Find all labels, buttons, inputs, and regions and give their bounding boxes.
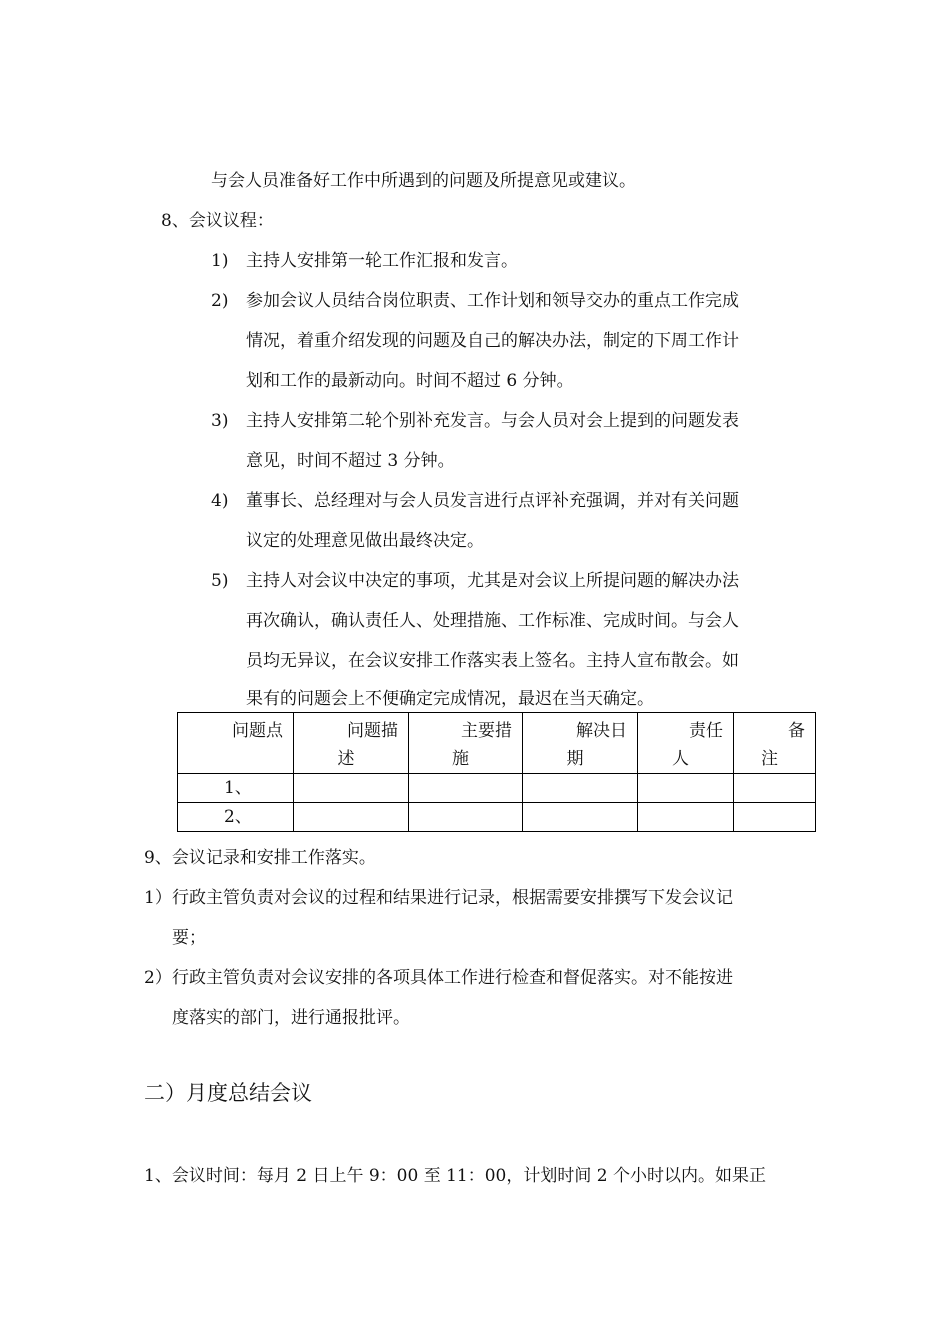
table-cell — [734, 774, 816, 803]
agenda-item-2-line-3: 划和工作的最新动向。时间不超过 6 分钟。 — [246, 371, 574, 391]
section9-title: 9、会议记录和安排工作落实。 — [144, 848, 376, 868]
agenda-item-2-number: 2) — [211, 291, 229, 311]
monthly-meeting-time-line: 1、会议时间：每月 2 日上午 9：00 至 11：00，计划时间 2 个小时以内。如果正 — [144, 1166, 766, 1186]
table-cell — [294, 803, 409, 832]
table-cell: 2、 — [178, 803, 294, 832]
record-item-1-number: 1） — [144, 888, 172, 908]
work-implementation-table — [177, 712, 816, 832]
agenda-item-2-line-2: 情况，着重介绍发现的问题及自己的解决办法，制定的下周工作计 — [246, 331, 739, 351]
agenda-item-5-line-1: 主持人对会议中决定的事项，尤其是对会议上所提问题的解决办法 — [246, 571, 739, 591]
header-cell-description: 问题描 述 — [294, 713, 409, 774]
record-item-2-number: 2） — [144, 968, 172, 988]
agenda-item-3-line-1: 主持人安排第二轮个别补充发言。与会人员对会上提到的问题发表 — [246, 411, 739, 431]
agenda-item-3-number: 3) — [211, 411, 229, 431]
agenda-item-5-line-4: 果有的问题会上不便确定完成情况，最迟在当天确定。 — [246, 689, 654, 709]
intro-line: 与会人员准备好工作中所遇到的问题及所提意见或建议。 — [211, 171, 636, 191]
table-cell — [409, 803, 523, 832]
table-cell — [734, 803, 816, 832]
table-cell — [523, 774, 638, 803]
table-cell — [409, 774, 523, 803]
agenda-item-1-number: 1) — [211, 251, 229, 271]
agenda-item-5-line-3: 员均无异议，在会议安排工作落实表上签名。主持人宣布散会。如 — [246, 651, 739, 671]
table-cell — [294, 774, 409, 803]
record-item-2-line-2: 度落实的部门，进行通报批评。 — [172, 1008, 410, 1028]
header-cell-measures: 主要措 施 — [409, 713, 523, 774]
agenda-item-5-number: 5) — [211, 571, 229, 591]
record-item-1-line-2: 要； — [172, 928, 206, 948]
table-row — [178, 803, 816, 832]
table-cell — [638, 774, 734, 803]
table-cell: 1、 — [178, 774, 294, 803]
table-cell — [523, 803, 638, 832]
section8-title: 8、会议议程： — [161, 211, 274, 231]
agenda-item-3-line-2: 意见，时间不超过 3 分钟。 — [246, 451, 455, 471]
table-row — [178, 774, 816, 803]
agenda-item-1-line-1: 主持人安排第一轮工作汇报和发言。 — [246, 251, 518, 271]
agenda-item-4-line-2: 议定的处理意见做出最终决定。 — [246, 531, 484, 551]
record-item-2-line-1: 行政主管负责对会议安排的各项具体工作进行检查和督促落实。对不能按进 — [172, 968, 733, 988]
table-cell — [638, 803, 734, 832]
record-item-1-line-1: 行政主管负责对会议的过程和结果进行记录，根据需要安排撰写下发会议记 — [172, 888, 733, 908]
header-cell-remarks: 备 注 — [734, 713, 816, 774]
header-cell-problem: 问题点 — [178, 713, 294, 774]
header-cell-owner: 责任 人 — [638, 713, 734, 774]
agenda-item-2-line-1: 参加会议人员结合岗位职责、工作计划和领导交办的重点工作完成 — [246, 291, 739, 311]
agenda-item-4-number: 4) — [211, 491, 229, 511]
agenda-item-4-line-1: 董事长、总经理对与会人员发言进行点评补充强调，并对有关问题 — [246, 491, 739, 511]
table-header-row — [178, 713, 816, 774]
monthly-meeting-heading: 二）月度总结会议 — [144, 1081, 312, 1105]
header-cell-date: 解决日 期 — [523, 713, 638, 774]
agenda-item-5-line-2: 再次确认，确认责任人、处理措施、工作标准、完成时间。与会人 — [246, 611, 739, 631]
